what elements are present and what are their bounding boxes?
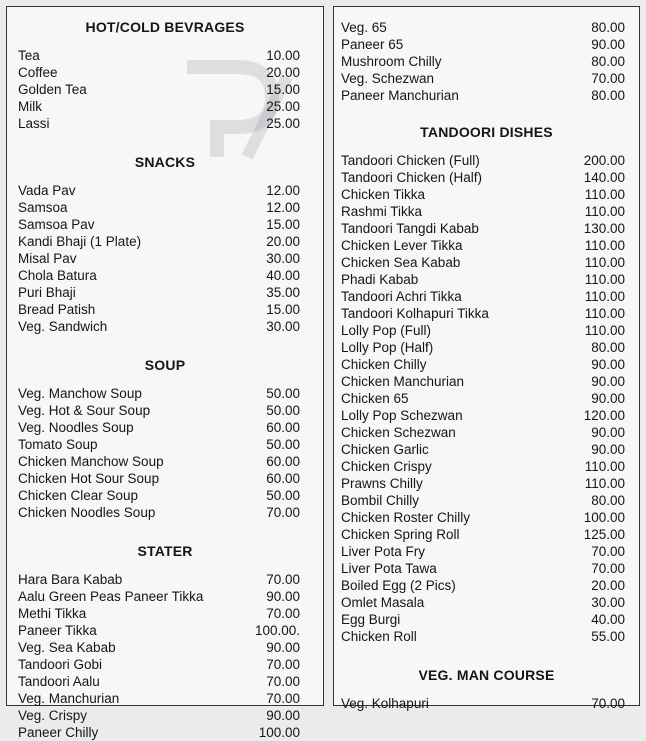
menu-item-price: 10.00 [266, 48, 300, 63]
menu-item-name: Chola Batura [18, 268, 97, 283]
menu-item-name: Samsoa [18, 200, 68, 215]
menu-item-name: Aalu Green Peas Paneer Tikka [18, 589, 204, 604]
menu-item-price: 30.00 [591, 595, 625, 610]
menu-item-price: 50.00 [266, 437, 300, 452]
menu-item-name: Veg. Manchow Soup [18, 386, 142, 401]
menu-item [334, 169, 639, 186]
menu-panel-left [6, 6, 324, 740]
menu-item-name: Veg. Sandwich [18, 319, 108, 334]
menu-item-name: Puri Bhaji [18, 285, 76, 300]
menu-item-price: 50.00 [266, 386, 300, 401]
menu-item [334, 203, 639, 220]
menu-item-name: Prawns Chilly [341, 476, 423, 491]
menu-item-price: 110.00 [584, 255, 625, 270]
menu-item-price: 90.00 [591, 37, 625, 52]
menu-item-price: 15.00 [266, 217, 300, 232]
menu-item-name: Hara Bara Kabab [18, 572, 123, 587]
menu-item [7, 267, 323, 284]
menu-item [7, 284, 323, 301]
menu-item-name: Tomato Soup [18, 437, 98, 452]
menu-item-price: 30.00 [266, 319, 300, 334]
menu-item-name: Milk [18, 99, 42, 114]
menu-item [334, 271, 639, 288]
menu-item [334, 695, 639, 712]
menu-item [7, 199, 323, 216]
menu-item-name: Coffee [18, 65, 58, 80]
menu-item-name: Tandoori Gobi [18, 657, 103, 672]
menu-item-price: 20.00 [266, 234, 300, 249]
menu-item [7, 115, 323, 132]
menu-item-price: 55.00 [591, 629, 625, 644]
menu-item-name: Lolly Pop (Full) [341, 323, 432, 338]
menu-item-name: Chicken Tikka [341, 187, 426, 202]
menu-item-price: 200.00 [583, 153, 625, 168]
menu-item-price: 30.00 [266, 251, 300, 266]
menu-item [7, 436, 323, 453]
menu-item-name: Veg. 65 [341, 20, 387, 35]
menu-item-price: 70.00 [591, 71, 625, 86]
menu-item [7, 639, 323, 656]
menu-item-name: Bombil Chilly [341, 493, 420, 508]
menu-panel-right [333, 6, 640, 711]
section-title-veg-man-course: VEG. MAN COURSE [418, 667, 555, 683]
menu-item [334, 288, 639, 305]
menu-item-name: Veg. Kolhapuri [341, 696, 429, 711]
menu-item-price: 40.00 [266, 268, 300, 283]
menu-item-price: 70.00 [266, 657, 300, 672]
menu-item [334, 305, 639, 322]
menu-item-name: Chicken Manchow Soup [18, 454, 164, 469]
menu-item [7, 673, 323, 690]
menu-item [7, 588, 323, 605]
menu-item [7, 81, 323, 98]
menu-item-price: 110.00 [584, 238, 625, 253]
menu-item [334, 220, 639, 237]
menu-item-name: Veg. Manchurian [18, 691, 120, 706]
menu-item [334, 543, 639, 560]
menu-item-price: 70.00 [266, 505, 300, 520]
menu-item-name: Chicken Manchurian [341, 374, 465, 389]
menu-item [334, 152, 639, 169]
menu-item-price: 25.00 [266, 99, 300, 114]
menu-item-price: 90.00 [591, 425, 625, 440]
menu-item [7, 98, 323, 115]
menu-item-name: Tandoori Tangdi Kabab [341, 221, 479, 236]
section-title-soup: SOUP [144, 357, 186, 373]
menu-item-price: 110.00 [584, 323, 625, 338]
menu-item-price: 70.00 [266, 606, 300, 621]
menu-item-name: Mushroom Chilly [341, 54, 442, 69]
menu-item-price: 120.00 [583, 408, 625, 423]
menu-item [7, 402, 323, 419]
menu-item-price: 110.00 [584, 306, 625, 321]
menu-item [7, 385, 323, 402]
menu-item-price: 12.00 [266, 183, 300, 198]
menu-item [7, 47, 323, 64]
menu-item-name: Samsoa Pav [18, 217, 95, 232]
menu-item [7, 453, 323, 470]
menu-item [7, 487, 323, 504]
menu-item-price: 80.00 [591, 340, 625, 355]
menu-item-price: 110.00 [584, 204, 625, 219]
menu-item [334, 509, 639, 526]
menu-item-name: Liver Pota Tawa [341, 561, 437, 576]
menu-item [7, 216, 323, 233]
menu-item-price: 80.00 [591, 54, 625, 69]
menu-item-price: 70.00 [266, 674, 300, 689]
menu-item-price: 80.00 [591, 20, 625, 35]
menu-item [7, 504, 323, 521]
menu-item [334, 611, 639, 628]
menu-item-price: 140.00 [583, 170, 625, 185]
menu-item-price: 90.00 [591, 357, 625, 372]
menu-item-name: Lolly Pop (Half) [341, 340, 434, 355]
menu-item-name: Kandi Bhaji (1 Plate) [18, 234, 142, 249]
menu-item [334, 373, 639, 390]
menu-item-name: Veg. Noodles Soup [18, 420, 134, 435]
menu-item [334, 53, 639, 70]
menu-item-price: 12.00 [266, 200, 300, 215]
menu-item [334, 492, 639, 509]
menu-item-price: 100.00 [583, 510, 625, 525]
menu-item-price: 110.00 [584, 459, 625, 474]
menu-item-price: 90.00 [266, 640, 300, 655]
menu-item [334, 458, 639, 475]
menu-item-name: Boiled Egg (2 Pics) [341, 578, 456, 593]
menu-item-name: Tandoori Aalu [18, 674, 100, 689]
menu-item-name: Veg. Schezwan [341, 71, 435, 86]
menu-item [334, 356, 639, 373]
menu-item-name: Veg. Sea Kabab [18, 640, 116, 655]
menu-item-name: Liver Pota Fry [341, 544, 426, 559]
menu-item-name: Chicken Chilly [341, 357, 427, 372]
left-menu-column [7, 7, 323, 741]
menu-item [7, 571, 323, 588]
menu-item-name: Tandoori Achri Tikka [341, 289, 462, 304]
menu-item-name: Chicken Noodles Soup [18, 505, 156, 520]
menu-item-price: 20.00 [266, 65, 300, 80]
menu-item-price: 125.00 [583, 527, 625, 542]
section-title-tandoori-dishes: TANDOORI DISHES [420, 124, 553, 140]
menu-item [7, 622, 323, 639]
menu-item-name: Chicken Roster Chilly [341, 510, 471, 525]
menu-item-name: Tandoori Chicken (Full) [341, 153, 480, 168]
menu-item-price: 110.00 [584, 289, 625, 304]
menu-item-price: 90.00 [266, 589, 300, 604]
menu-item-price: 60.00 [266, 454, 300, 469]
menu-item-name: Egg Burgi [341, 612, 401, 627]
menu-item-price: 60.00 [266, 471, 300, 486]
menu-item [334, 19, 639, 36]
menu-item-price: 130.00 [583, 221, 625, 236]
menu-item [7, 301, 323, 318]
menu-item-price: 110.00 [584, 187, 625, 202]
menu-item-name: Golden Tea [18, 82, 87, 97]
menu-item-price: 40.00 [591, 612, 625, 627]
menu-item [7, 233, 323, 250]
right-menu-column [334, 7, 639, 712]
menu-item-name: Chicken Schezwan [341, 425, 456, 440]
menu-item [334, 441, 639, 458]
menu-item [334, 186, 639, 203]
menu-item-name: Chicken Spring Roll [341, 527, 460, 542]
menu-item [334, 628, 639, 645]
menu-item-price: 70.00 [591, 544, 625, 559]
menu-item-name: Veg. Crispy [18, 708, 88, 723]
menu-item-name: Methi Tikka [18, 606, 87, 621]
menu-item-price: 90.00 [266, 708, 300, 723]
section-title-hot-cold-bevrages: HOT/COLD BEVRAGES [85, 19, 245, 35]
menu-item-name: Vada Pav [18, 183, 76, 198]
menu-item [334, 254, 639, 271]
menu-item-name: Veg. Hot & Sour Soup [18, 403, 151, 418]
menu-item-name: Chicken 65 [341, 391, 409, 406]
menu-item-name: Paneer 65 [341, 37, 404, 52]
menu-item-name: Misal Pav [18, 251, 77, 266]
menu-item [334, 237, 639, 254]
menu-item-name: Chicken Hot Sour Soup [18, 471, 160, 486]
menu-item-price: 50.00 [266, 403, 300, 418]
menu-item-name: Paneer Tikka [18, 623, 97, 638]
menu-item-price: 25.00 [266, 116, 300, 131]
menu-item [7, 656, 323, 673]
menu-item-price: 35.00 [266, 285, 300, 300]
menu-item [334, 560, 639, 577]
menu-item [334, 526, 639, 543]
menu-item-price: 90.00 [591, 391, 625, 406]
menu-item-name: Chicken Clear Soup [18, 488, 139, 503]
menu-item-price: 110.00 [584, 476, 625, 491]
menu-item-name: Lolly Pop Schezwan [341, 408, 463, 423]
menu-item [334, 87, 639, 104]
menu-item-name: Paneer Chilly [18, 725, 99, 740]
menu-item-price: 90.00 [591, 374, 625, 389]
menu-item [7, 250, 323, 267]
menu-item-name: Chicken Crispy [341, 459, 432, 474]
menu-item-name: Chicken Lever Tikka [341, 238, 463, 253]
menu-item [7, 605, 323, 622]
menu-item-price: 15.00 [266, 302, 300, 317]
menu-item-name: Chicken Roll [341, 629, 417, 644]
menu-item-name: Tandoori Kolhapuri Tikka [341, 306, 489, 321]
menu-item-name: Bread Patish [18, 302, 96, 317]
menu-item [334, 475, 639, 492]
menu-item-name: Tea [18, 48, 40, 63]
menu-item [7, 707, 323, 724]
menu-item-price: 70.00 [266, 572, 300, 587]
menu-item [334, 70, 639, 87]
menu-item-price: 70.00 [591, 696, 625, 711]
menu-item [7, 419, 323, 436]
menu-item [334, 390, 639, 407]
menu-item-price: 15.00 [266, 82, 300, 97]
menu-item-price: 100.00. [254, 623, 300, 638]
section-title-snacks: SNACKS [134, 154, 196, 170]
menu-item [334, 594, 639, 611]
menu-item [334, 577, 639, 594]
menu-item-name: Rashmi Tikka [341, 204, 423, 219]
menu-item-price: 90.00 [591, 442, 625, 457]
menu-item [334, 407, 639, 424]
menu-item-name: Paneer Manchurian [341, 88, 459, 103]
menu-item-name: Chicken Sea Kabab [341, 255, 461, 270]
menu-item-price: 50.00 [266, 488, 300, 503]
menu-item [334, 322, 639, 339]
menu-item [334, 424, 639, 441]
menu-item [334, 339, 639, 356]
menu-item-price: 60.00 [266, 420, 300, 435]
menu-item [7, 724, 323, 741]
menu-item-price: 70.00 [266, 691, 300, 706]
menu-item [7, 470, 323, 487]
menu-item-name: Chicken Garlic [341, 442, 429, 457]
menu-item [7, 318, 323, 335]
menu-item [7, 182, 323, 199]
menu-item [7, 64, 323, 81]
section-title-stater: STATER [137, 543, 193, 559]
menu-item-name: Tandoori Chicken (Half) [341, 170, 483, 185]
menu-item-price: 80.00 [591, 88, 625, 103]
menu-item-name: Phadi Kabab [341, 272, 419, 287]
menu-item-price: 20.00 [591, 578, 625, 593]
menu-item-price: 100.00 [258, 725, 300, 740]
menu-item-price: 70.00 [591, 561, 625, 576]
menu-item-price: 110.00 [584, 272, 625, 287]
menu-item-name: Omlet Masala [341, 595, 425, 610]
menu-item-name: Lassi [18, 116, 50, 131]
menu-item [334, 36, 639, 53]
menu-item [7, 690, 323, 707]
menu-item-price: 80.00 [591, 493, 625, 508]
